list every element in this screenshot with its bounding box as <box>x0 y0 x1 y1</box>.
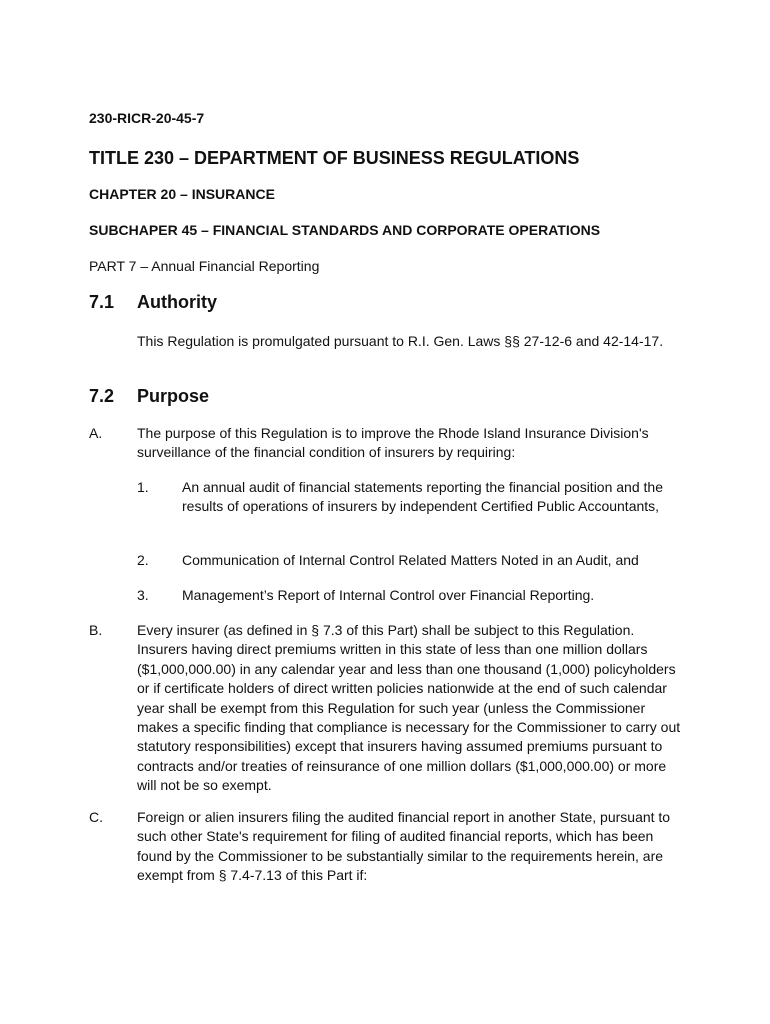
document-title: TITLE 230 – DEPARTMENT OF BUSINESS REGULATIONS <box>89 148 580 168</box>
subitem-text-1: An annual audit of financial statements reporting the financial position and the results of operations of insurers by independent Certified Public Accountants, <box>182 479 663 515</box>
subitem-text-2: Communication of Internal Control Related Matters Noted in an Audit, and <box>182 552 639 568</box>
chapter-heading: CHAPTER 20 – INSURANCE <box>89 186 275 202</box>
item-text-a: The purpose of this Regulation is to improve the Rhode Island Insurance Division's surveillance of the financial condition of insurers by requiring: <box>137 425 649 461</box>
item-label-b: B. <box>89 622 103 638</box>
item-label-a: A. <box>89 425 103 441</box>
subitem-label-2: 2. <box>137 552 149 568</box>
authority-paragraph: This Regulation is promulgated pursuant to R.I. Gen. Laws §§ 27-12-6 and 42-14-17. <box>137 333 664 349</box>
section-title-purpose: Purpose <box>137 386 210 406</box>
document-id: 230-RICR-20-45-7 <box>89 110 205 126</box>
item-text-c: Foreign or alien insurers filing the audited financial report in another State, pursuant to such other State's requirement for filing of audited financial reports, which has been found by the Commissioner to be substantially similar to the requirements herein, are exempt from § 7.4-7.13 of this Part if: <box>137 809 671 884</box>
subitem-label-3: 3. <box>137 587 149 603</box>
section-number-authority: 7.1 <box>89 292 115 312</box>
subitem-label-1: 1. <box>137 479 149 495</box>
subchapter-heading: SUBCHAPER 45 – FINANCIAL STANDARDS AND CORPORATE OPERATIONS <box>89 222 601 238</box>
subitem-text-3: Management’s Report of Internal Control over Financial Reporting. <box>182 587 595 603</box>
item-text-b: Every insurer (as defined in § 7.3 of this Part) shall be subject to this Regulation. Insurers having direct premiums written in this state of less than one million dollars ($1,000,000.00) in any calendar year and less than one thousand (1,000) policyholders or if certificate holders of direct written policies nationwide at the end of such calendar year shall be exempt from this Regulation for such year (unless the Commissioner makes a specific finding that compliance is necessary for the Commissioner to carry out statutory responsibilities) except that insurers having assumed premiums pursuant to contracts and/or treaties of reinsurance of one million dollars ($1,000,000.00) or more will not be so exempt. <box>137 622 681 794</box>
section-title-authority: Authority <box>137 292 217 312</box>
section-number-purpose: 7.2 <box>89 386 115 406</box>
item-label-c: C. <box>89 809 103 825</box>
part-heading: PART 7 – Annual Financial Reporting <box>89 258 320 274</box>
